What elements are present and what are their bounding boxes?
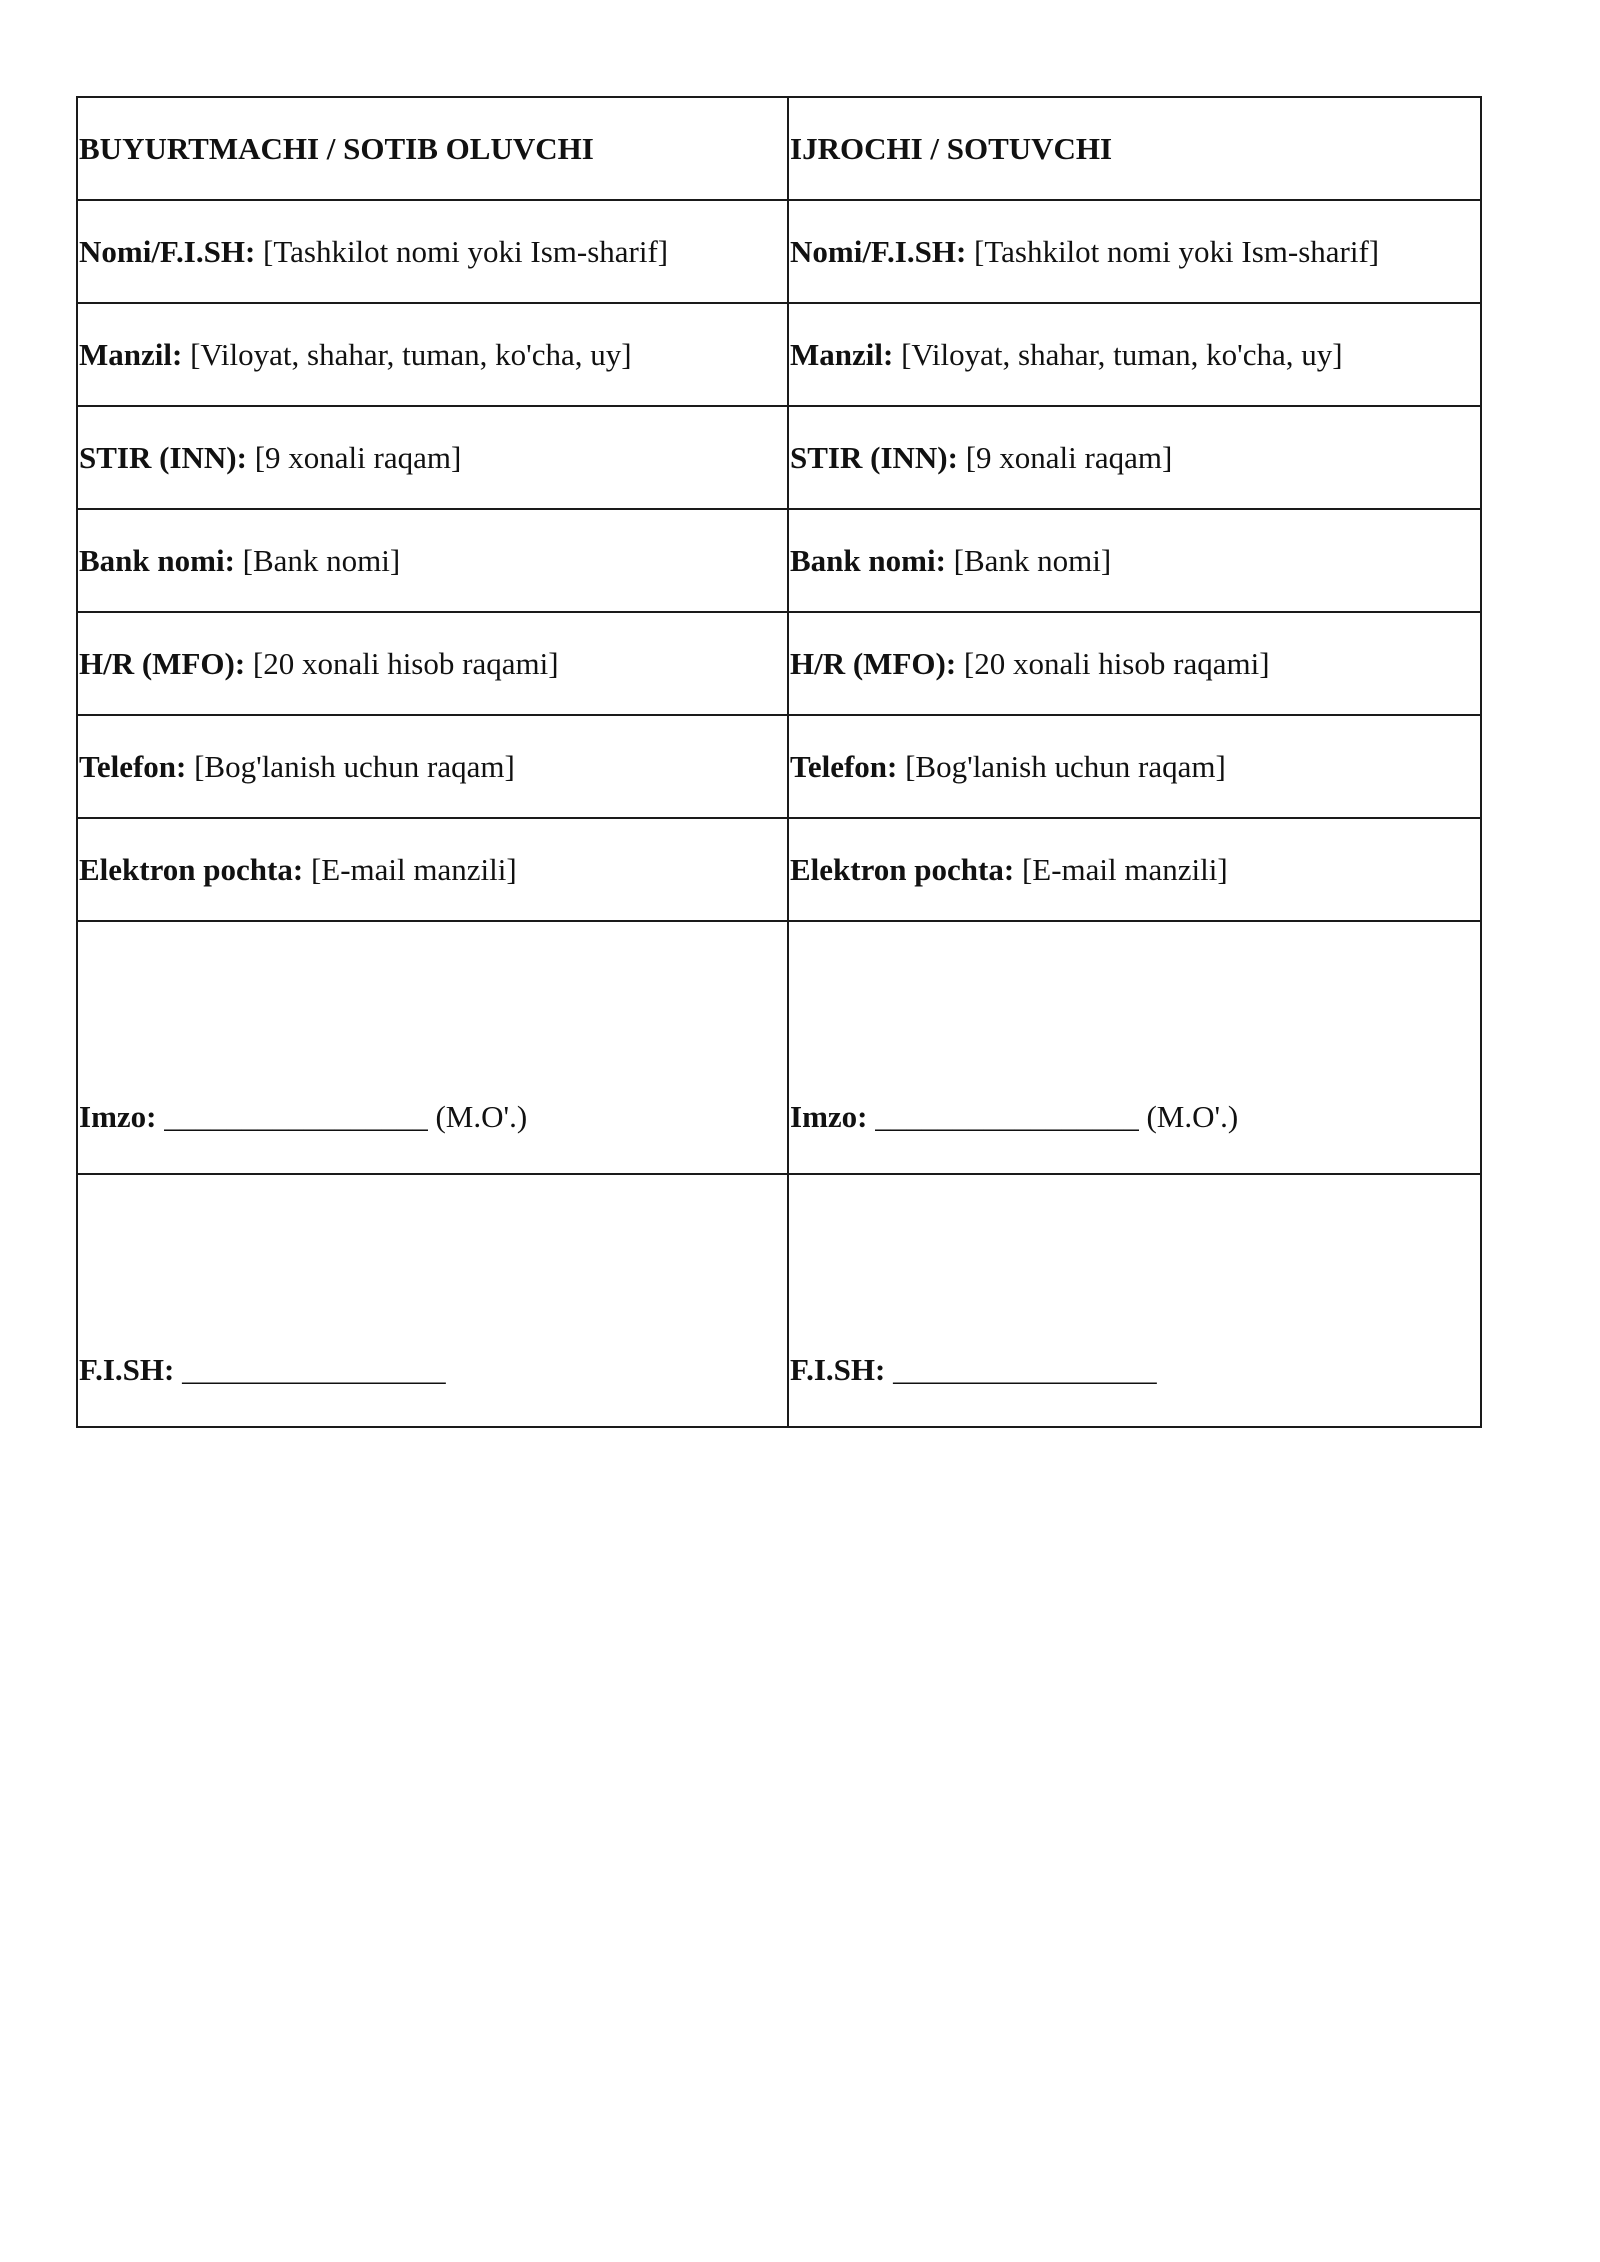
field-label: Telefon:	[790, 748, 898, 784]
seller-fish-cell	[788, 1174, 1481, 1427]
field-label: Bank nomi:	[79, 542, 235, 578]
field-label: Elektron pochta:	[79, 851, 304, 887]
field-value: [E-mail manzili]	[310, 851, 517, 887]
seller-stir-cell	[788, 406, 1481, 509]
table-row-email	[77, 818, 1481, 921]
fish-line: _________________	[893, 1351, 1157, 1387]
buyer-signature-cell	[77, 921, 788, 1174]
buyer-name-cell	[77, 200, 788, 303]
table-row-bank	[77, 509, 1481, 612]
seller-account-cell	[788, 612, 1481, 715]
fish-label: F.I.SH:	[79, 1351, 175, 1387]
buyer-stir-cell	[77, 406, 788, 509]
seller-name-cell	[788, 200, 1481, 303]
seller-signature-cell	[788, 921, 1481, 1174]
field-label: STIR (INN):	[79, 439, 247, 475]
field-value: [20 xonali hisob raqami]	[963, 645, 1270, 681]
table-row-signature	[77, 921, 1481, 1174]
buyer-phone-cell	[77, 715, 788, 818]
fish-line: _________________	[182, 1351, 446, 1387]
signature-line: _________________ (M.O'.)	[164, 1098, 528, 1134]
buyer-bank-cell	[77, 509, 788, 612]
field-value: [Tashkilot nomi yoki Ism-sharif]	[974, 233, 1380, 269]
field-label: Telefon:	[79, 748, 187, 784]
field-value: [9 xonali raqam]	[254, 439, 462, 475]
signature-label: Imzo:	[79, 1098, 157, 1134]
buyer-email-cell	[77, 818, 788, 921]
seller-address-cell	[788, 303, 1481, 406]
field-value: [Bog'lanish uchun raqam]	[905, 748, 1226, 784]
header-row	[77, 97, 1481, 200]
table-row-stir	[77, 406, 1481, 509]
buyer-fish-cell	[77, 1174, 788, 1427]
table-row-address	[77, 303, 1481, 406]
field-label: H/R (MFO):	[79, 645, 246, 681]
field-value: [Bog'lanish uchun raqam]	[194, 748, 515, 784]
table-row-phone	[77, 715, 1481, 818]
table-row-account	[77, 612, 1481, 715]
field-value: [Viloyat, shahar, tuman, ko'cha, uy]	[901, 336, 1343, 372]
seller-phone-cell	[788, 715, 1481, 818]
field-label: Bank nomi:	[790, 542, 946, 578]
field-label: Nomi/F.I.SH:	[790, 233, 967, 269]
buyer-account-cell	[77, 612, 788, 715]
field-value: [E-mail manzili]	[1021, 851, 1228, 887]
field-label: Manzil:	[790, 336, 894, 372]
field-value: [9 xonali raqam]	[965, 439, 1173, 475]
field-value: [Tashkilot nomi yoki Ism-sharif]	[263, 233, 669, 269]
field-value: [20 xonali hisob raqami]	[252, 645, 559, 681]
table-row-name	[77, 200, 1481, 303]
field-value: [Bank nomi]	[242, 542, 401, 578]
buyer-header: BUYURTMACHI / SOTIB OLUVCHI	[77, 97, 788, 200]
field-value: [Bank nomi]	[953, 542, 1112, 578]
requisites-table	[76, 96, 1482, 1428]
signature-label: Imzo:	[790, 1098, 868, 1134]
buyer-address-cell	[77, 303, 788, 406]
table-row-fish	[77, 1174, 1481, 1427]
signature-line: _________________ (M.O'.)	[875, 1098, 1239, 1134]
field-label: H/R (MFO):	[790, 645, 957, 681]
field-label: Manzil:	[79, 336, 183, 372]
field-label: Elektron pochta:	[790, 851, 1015, 887]
field-value: [Viloyat, shahar, tuman, ko'cha, uy]	[190, 336, 632, 372]
seller-header: IJROCHI / SOTUVCHI	[788, 97, 1481, 200]
seller-bank-cell	[788, 509, 1481, 612]
seller-email-cell	[788, 818, 1481, 921]
field-label: STIR (INN):	[790, 439, 958, 475]
field-label: Nomi/F.I.SH:	[79, 233, 256, 269]
fish-label: F.I.SH:	[790, 1351, 886, 1387]
